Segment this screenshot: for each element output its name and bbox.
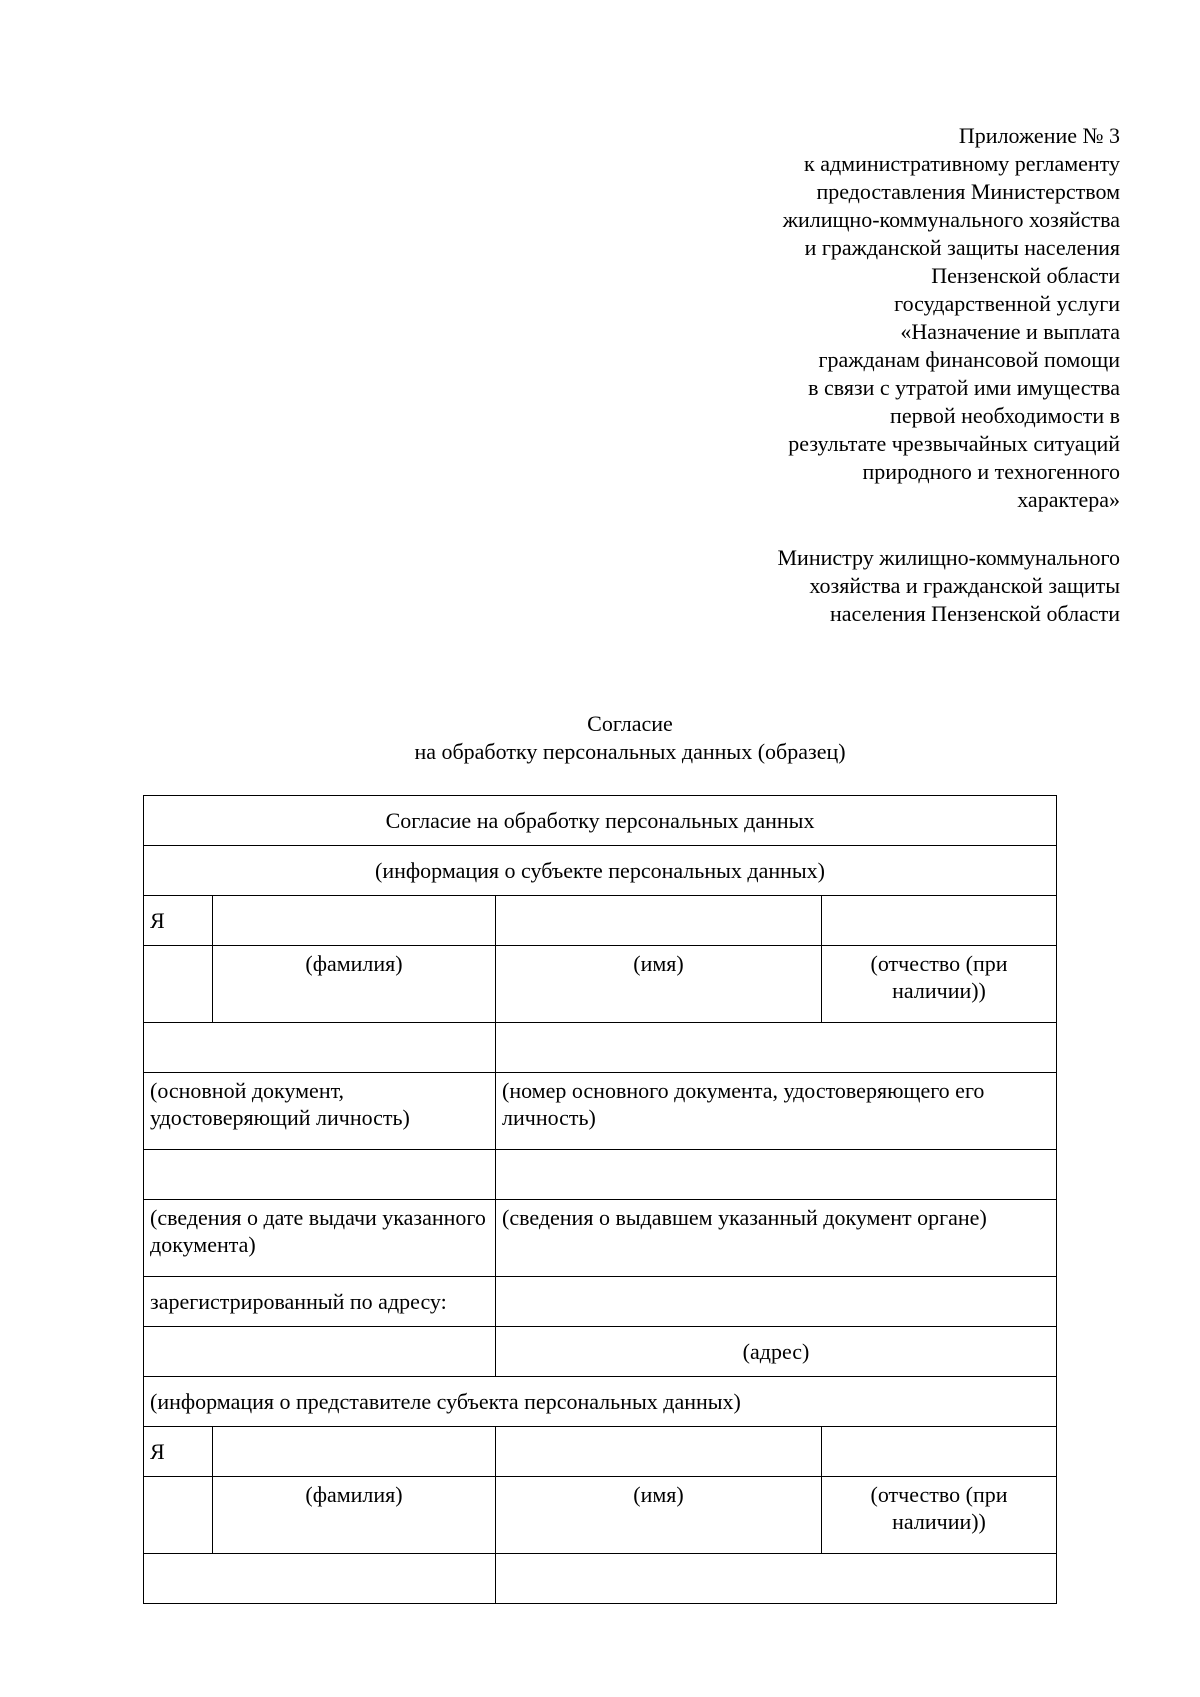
appendix-block bbox=[783, 122, 1120, 514]
table-row bbox=[144, 946, 1057, 1023]
appendix-line: и гражданской защиты населения bbox=[804, 235, 1120, 260]
appendix-line: жилищно-коммунального хозяйства bbox=[782, 207, 1120, 232]
form-header: Согласие на обработку персональных данных bbox=[144, 796, 1057, 846]
appendix-line: характера» bbox=[1017, 487, 1120, 512]
addressee-line: Министру жилищно-коммунального bbox=[777, 545, 1120, 570]
ya-label-2: Я bbox=[144, 1427, 213, 1477]
table-row bbox=[144, 1200, 1057, 1277]
table-row bbox=[144, 896, 1057, 946]
rep-surname-caption: (фамилия) bbox=[213, 1477, 496, 1554]
rep-patronymic-field[interactable] bbox=[822, 1427, 1057, 1477]
appendix-line: «Назначение и выплата bbox=[900, 319, 1120, 344]
title-line-1: Согласие bbox=[587, 711, 673, 736]
representative-info-label: (информация о представителе субъекта персональных данных) bbox=[144, 1377, 1057, 1427]
registered-label: зарегистрированный по адресу: bbox=[144, 1277, 496, 1327]
appendix-line: в связи с утратой ими имущества bbox=[808, 375, 1120, 400]
rep-document-number-field[interactable] bbox=[496, 1554, 1057, 1604]
name-caption: (имя) bbox=[496, 946, 822, 1023]
addressee-line: населения Пензенской области bbox=[829, 601, 1120, 626]
appendix-line: предоставления Министерством bbox=[816, 179, 1120, 204]
issue-date-caption: (сведения о дате выдачи указанного документа) bbox=[144, 1200, 496, 1277]
surname-caption: (фамилия) bbox=[213, 946, 496, 1023]
issuer-caption: (сведения о выдавшем указанный документ органе) bbox=[496, 1200, 1057, 1277]
surname-field[interactable] bbox=[213, 896, 496, 946]
main-document-caption: (основной документ, удостоверяющий личность) bbox=[144, 1073, 496, 1150]
appendix-line: Приложение № 3 bbox=[958, 123, 1120, 148]
appendix-line: природного и техногенного bbox=[862, 459, 1120, 484]
name-field[interactable] bbox=[496, 896, 822, 946]
rep-patronymic-caption: (отчество (при наличии)) bbox=[822, 1477, 1057, 1554]
patronymic-field[interactable] bbox=[822, 896, 1057, 946]
address-field-extra[interactable] bbox=[144, 1327, 496, 1377]
table-row bbox=[144, 1150, 1057, 1200]
issuer-field[interactable] bbox=[496, 1150, 1057, 1200]
address-field[interactable] bbox=[496, 1277, 1057, 1327]
rep-name-caption: (имя) bbox=[496, 1477, 822, 1554]
table-row bbox=[144, 1023, 1057, 1073]
address-caption: (адрес) bbox=[496, 1327, 1057, 1377]
document-title bbox=[0, 710, 1200, 766]
rep-name-field[interactable] bbox=[496, 1427, 822, 1477]
table-row bbox=[144, 1327, 1057, 1377]
issue-date-field[interactable] bbox=[144, 1150, 496, 1200]
subject-info-label: (информация о субъекте персональных данных) bbox=[144, 846, 1057, 896]
title-line-2: на обработку персональных данных (образец) bbox=[414, 739, 846, 764]
rep-document-field[interactable] bbox=[144, 1554, 496, 1604]
addressee-block bbox=[778, 544, 1121, 628]
appendix-line: к административному регламенту bbox=[804, 151, 1120, 176]
appendix-line: Пензенской области bbox=[931, 263, 1120, 288]
table-row bbox=[144, 1377, 1057, 1427]
table-row bbox=[144, 1277, 1057, 1327]
addressee-line: хозяйства и гражданской защиты bbox=[809, 573, 1120, 598]
appendix-line: первой необходимости в bbox=[890, 403, 1120, 428]
table-row bbox=[144, 1427, 1057, 1477]
main-document-field[interactable] bbox=[144, 1023, 496, 1073]
appendix-line: гражданам финансовой помощи bbox=[818, 347, 1120, 372]
patronymic-caption: (отчество (при наличии)) bbox=[822, 946, 1057, 1023]
empty-cell bbox=[144, 946, 213, 1023]
table-row bbox=[144, 1073, 1057, 1150]
table-row bbox=[144, 846, 1057, 896]
appendix-line: результате чрезвычайных ситуаций bbox=[788, 431, 1120, 456]
table-row bbox=[144, 1554, 1057, 1604]
document-number-field[interactable] bbox=[496, 1023, 1057, 1073]
consent-form-table bbox=[143, 795, 1057, 1604]
ya-label: Я bbox=[144, 896, 213, 946]
empty-cell bbox=[144, 1477, 213, 1554]
table-row bbox=[144, 1477, 1057, 1554]
rep-surname-field[interactable] bbox=[213, 1427, 496, 1477]
appendix-line: государственной услуги bbox=[894, 291, 1120, 316]
document-number-caption: (номер основного документа, удостоверяющего его личность) bbox=[496, 1073, 1057, 1150]
table-row bbox=[144, 796, 1057, 846]
